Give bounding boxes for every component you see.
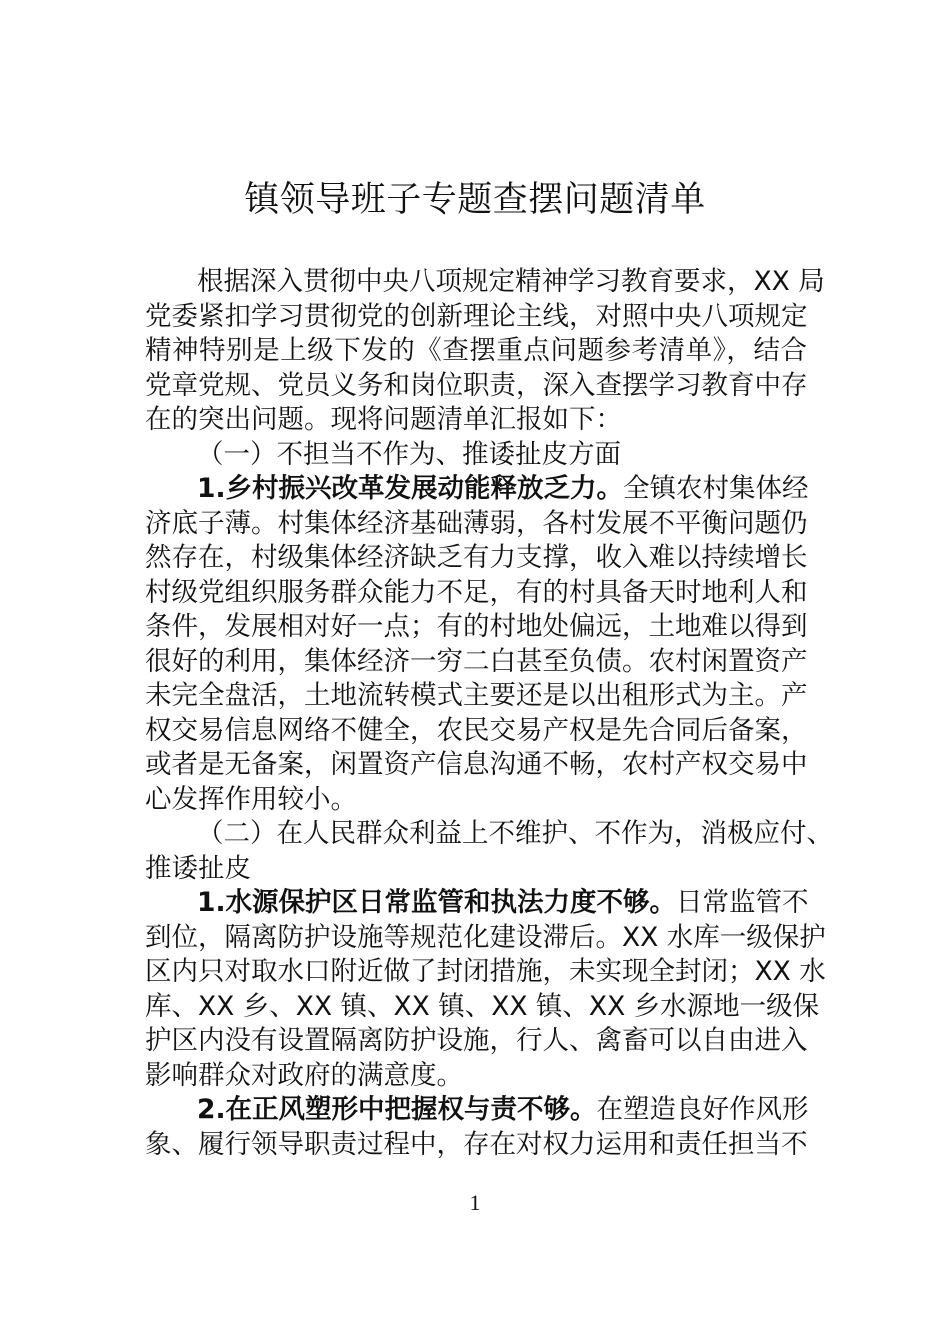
text-line bbox=[145, 507, 807, 542]
line-text: 推诿扯皮 bbox=[145, 852, 251, 884]
line-text: 济底子薄。村集体经济基础薄弱，各村发展不平衡问题仍 bbox=[145, 507, 808, 539]
bold-heading: 1.乡村振兴改革发展动能释放乏力。 bbox=[197, 473, 624, 504]
text-line bbox=[145, 541, 807, 576]
line-text: 区内只对取水口附近做了封闭措施，未实现全封闭；XX 水 bbox=[145, 956, 826, 987]
text-line bbox=[145, 472, 807, 507]
line-text: 影响群众对政府的满意度。 bbox=[145, 1059, 463, 1091]
text-line bbox=[145, 610, 807, 645]
line-text: 未完全盘活，土地流转模式主要还是以出租形式为主。产 bbox=[145, 680, 808, 711]
text-line bbox=[145, 921, 826, 956]
text-line bbox=[145, 1024, 807, 1059]
text-line bbox=[145, 748, 807, 783]
text-line bbox=[145, 403, 807, 438]
line-text: 精神特别是上级下发的《查摆重点问题参考清单》，结合 bbox=[145, 335, 807, 366]
page-number: 1 bbox=[469, 1190, 481, 1215]
line-text: 在的突出问题。现将问题清单汇报如下： bbox=[145, 404, 622, 435]
bold-heading: 1.水源保护区日常监管和执法力度不够。 bbox=[197, 887, 677, 918]
line-text: 库、XX 乡、XX 镇、XX 镇、XX 镇、XX 乡水源地一级保 bbox=[145, 990, 820, 1022]
text-line bbox=[145, 783, 807, 818]
text-line bbox=[145, 576, 807, 611]
line-text: 党委紧扣学习贯彻党的创新理论主线，对照中央八项规定 bbox=[145, 300, 808, 332]
text-line bbox=[145, 1128, 807, 1163]
text-line bbox=[145, 369, 807, 404]
line-text: （一）不担当不作为、推诿扯皮方面 bbox=[197, 438, 621, 470]
line-text: 然存在，村级集体经济缺乏有力支撑，收入难以持续增长 bbox=[145, 542, 808, 573]
text-line bbox=[145, 1059, 807, 1094]
line-text: 到位，隔离防护设施等规范化建设滞后。XX 水库一级保护 bbox=[145, 921, 826, 953]
text-line bbox=[145, 334, 807, 369]
document-body bbox=[145, 265, 833, 1162]
line-text: 很好的利用，集体经济一穷二白甚至负债。农村闲置资产 bbox=[145, 645, 808, 677]
line-text: 在塑造良好作风形 bbox=[596, 1094, 809, 1125]
text-line bbox=[145, 990, 820, 1025]
text-line bbox=[145, 714, 807, 749]
text-line bbox=[145, 852, 807, 887]
line-text: 根据深入贯彻中央八项规定精神学习教育要求，XX 局 bbox=[197, 266, 825, 297]
text-line bbox=[145, 955, 826, 990]
text-line bbox=[145, 1093, 807, 1128]
line-text: 全镇农村集体经 bbox=[623, 473, 809, 504]
text-line bbox=[145, 886, 807, 921]
line-text: 党章党规、党员义务和岗位职责，深入查摆学习教育中存 bbox=[145, 369, 808, 401]
line-text: 权交易信息网络不健全，农民交易产权是先合同后备案， bbox=[145, 714, 808, 746]
line-text: 条件，发展相对好一点；有的村地处偏远，土地难以得到 bbox=[145, 611, 808, 642]
line-text: 村级党组织服务群众能力不足，有的村具备天时地利人和 bbox=[145, 576, 808, 608]
text-line bbox=[145, 300, 807, 335]
line-text: 心发挥作用较小。 bbox=[145, 783, 357, 815]
bold-heading: 2.在正风塑形中把握权与责不够。 bbox=[197, 1094, 597, 1125]
line-text: 象、履行领导职责过程中，存在对权力运用和责任担当不 bbox=[145, 1128, 808, 1160]
text-line bbox=[145, 438, 807, 473]
line-text: 日常监管不 bbox=[676, 887, 809, 918]
text-line bbox=[145, 817, 833, 852]
line-text: 或者是无备案，闲置资产信息沟通不畅，农村产权交易中 bbox=[145, 749, 808, 780]
line-text: （二）在人民群众利益上不维护、不作为，消极应付、 bbox=[197, 818, 833, 849]
line-text: 护区内没有设置隔离防护设施，行人、禽畜可以自由进入 bbox=[145, 1025, 808, 1056]
text-line bbox=[145, 679, 807, 714]
text-line bbox=[145, 645, 807, 680]
text-line bbox=[145, 265, 825, 300]
document-title: 镇领导班子专题查摆问题清单 bbox=[244, 180, 706, 220]
